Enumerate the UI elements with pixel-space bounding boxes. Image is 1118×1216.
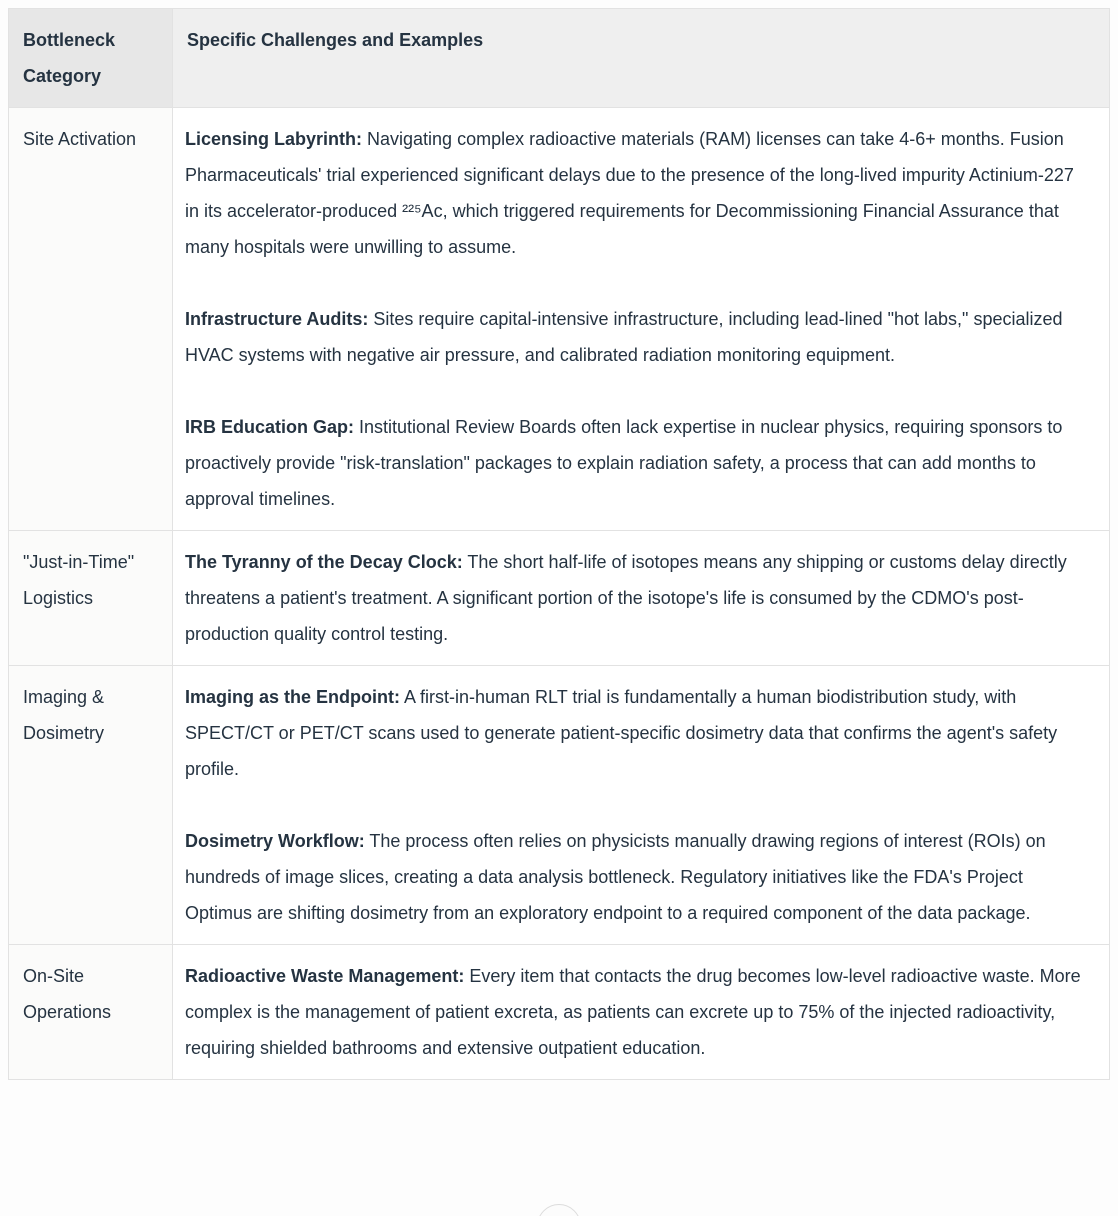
challenge-label: Infrastructure Audits: [185,309,369,329]
details-cell-site-activation [173,108,1110,531]
category-cell-onsite-operations: On-Site Operations [9,945,173,1080]
challenge-label: Imaging as the Endpoint: [185,687,400,707]
challenge-text: The short half-life of isotopes means any shipping or customs delay directly threatens a patient's treatment. A significant portion of the isotope's life is consumed by the CDMO's post-production quality control testing. [185,552,1067,644]
header-bottleneck-category: Bottleneck Category [9,9,173,108]
challenge-item [185,679,1091,787]
challenge-text: Institutional Review Boards often lack expertise in nuclear physics, requiring sponsors to proactively provide "risk-translation" packages to explain radiation safety, a process that can add months to approval timelines. [185,417,1063,509]
challenge-label: Radioactive Waste Management: [185,966,465,986]
challenge-item [185,823,1091,931]
table-row-onsite-operations [9,945,1110,1080]
challenge-text: Sites require capital-intensive infrastructure, including lead-lined "hot labs," specialized HVAC systems with negative air pressure, and calibrated radiation monitoring equipment. [185,309,1063,365]
table-row-jit-logistics [9,531,1110,666]
header-specific-challenges: Specific Challenges and Examples [173,9,1110,108]
table-row-imaging-dosimetry [9,666,1110,945]
challenge-label: Dosimetry Workflow: [185,831,365,851]
challenge-label: Licensing Labyrinth: [185,129,363,149]
challenge-item [185,121,1091,265]
challenge-item [185,958,1091,1066]
table-row-site-activation [9,108,1110,531]
challenge-text: Navigating complex radioactive materials (RAM) licenses can take 4-6+ months. Fusion Pharmaceuticals' trial experienced significant delays due to the presence of the long-lived impurity Actinium-227 in its accelerator-produced ²²⁵Ac, which triggered requirements for Decommissioning Financial Assurance that many hospitals were unwilling to assume. [185,129,1074,257]
category-cell-jit-logistics: "Just-in-Time" Logistics [9,531,173,666]
challenge-item [185,544,1091,652]
challenge-text: Every item that contacts the drug becomes low-level radioactive waste. More complex is the management of patient excreta, as patients can excrete up to 75% of the injected radioactivity, requiring shielded bathrooms and extensive outpatient education. [185,966,1081,1058]
challenge-item [185,301,1091,373]
floating-button-partial[interactable] [537,1204,581,1216]
details-cell-jit-logistics [173,531,1110,666]
bottleneck-table [8,8,1110,1080]
category-cell-site-activation: Site Activation [9,108,173,531]
challenge-text: The process often relies on physicists manually drawing regions of interest (ROIs) on hundreds of image slices, creating a data analysis bottleneck. Regulatory initiatives like the FDA's Project Optimus are shifting dosimetry from an exploratory endpoint to a required component of the data package. [185,831,1046,923]
details-cell-onsite-operations [173,945,1110,1080]
challenge-item [185,409,1091,517]
details-cell-imaging-dosimetry [173,666,1110,945]
challenge-label: The Tyranny of the Decay Clock: [185,552,463,572]
challenge-text: A first-in-human RLT trial is fundamentally a human biodistribution study, with SPECT/CT or PET/CT scans used to generate patient-specific dosimetry data that confirms the agent's safety profile. [185,687,1058,779]
table-header-row [9,9,1110,108]
category-cell-imaging-dosimetry: Imaging & Dosimetry [9,666,173,945]
challenge-label: IRB Education Gap: [185,417,355,437]
